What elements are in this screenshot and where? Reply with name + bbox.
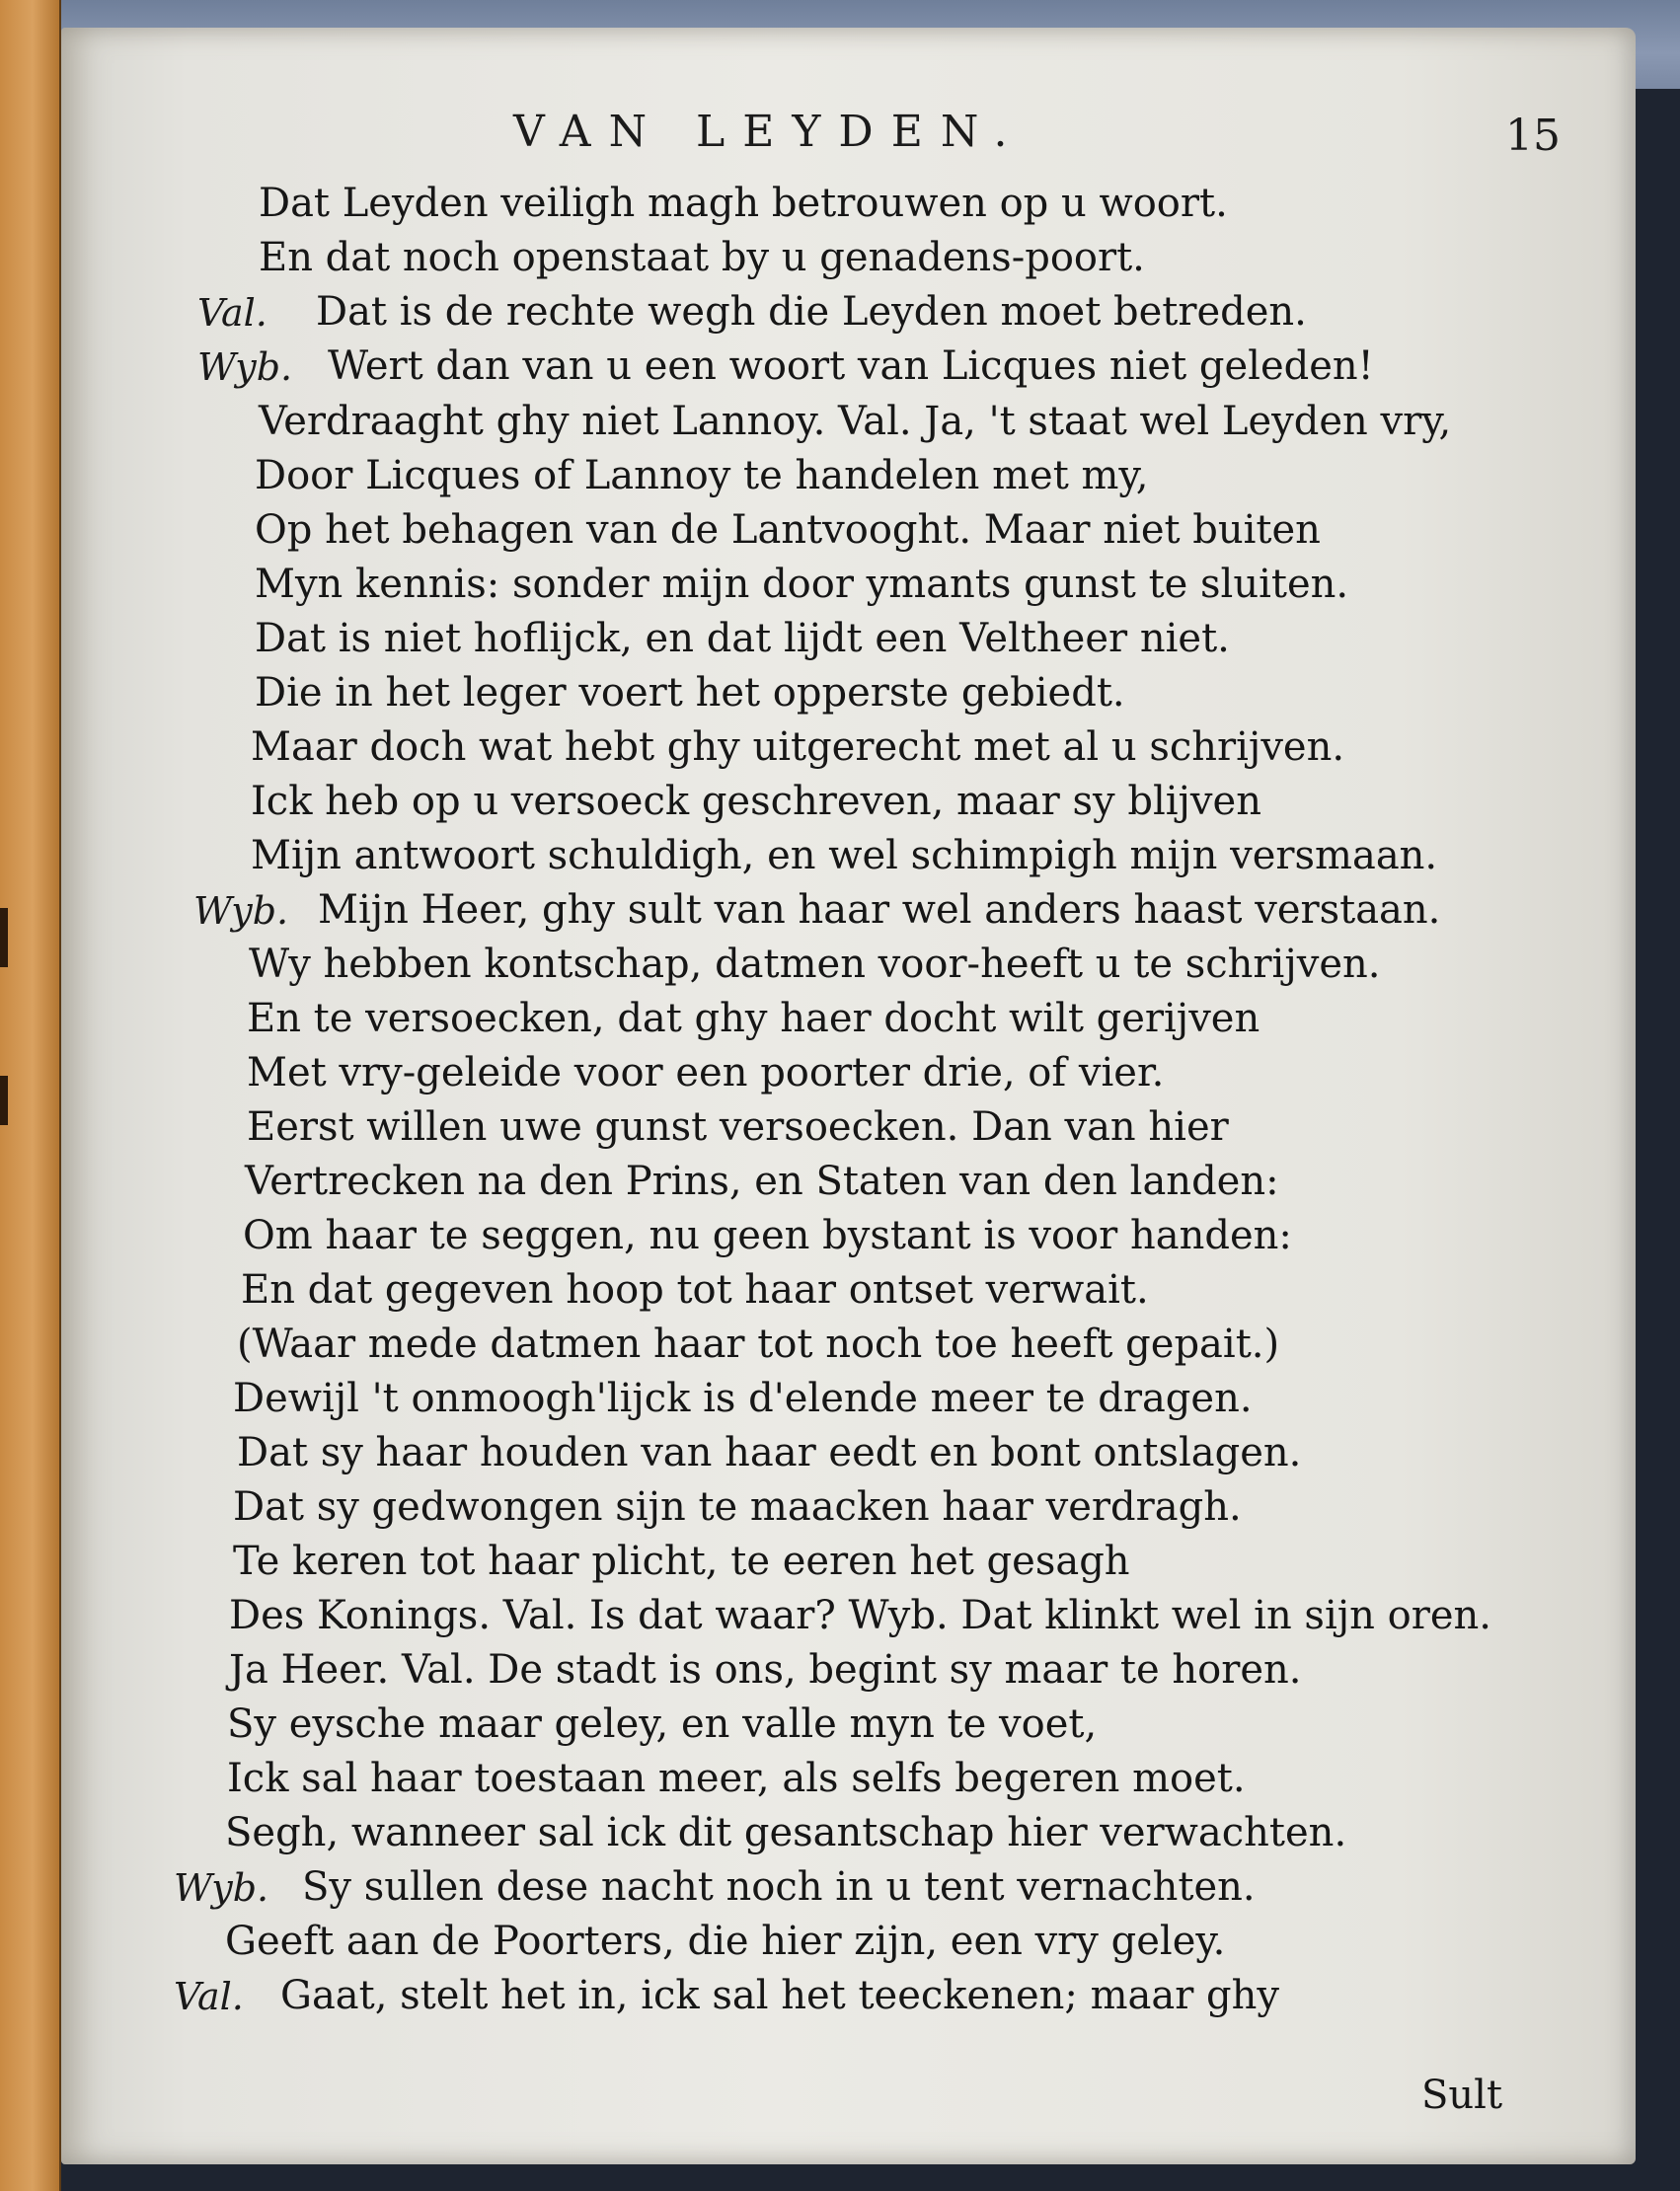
verse-line: Mijn antwoort schuldigh, en wel schimpigh mijn versmaan. (251, 833, 1438, 878)
verse-line: Sy eysche maar geley, en valle myn te voet, (227, 1701, 1098, 1747)
verse-line: (Waar mede datmen haar tot noch toe heeft gepait.) (237, 1322, 1280, 1367)
speaker-label: Val. (197, 291, 267, 335)
verse-line: Dat sy gedwongen sijn te maacken haar verdragh. (233, 1484, 1242, 1530)
verse-line: Ja Heer. Val. De stadt is ons, begint sy maar te horen. (229, 1647, 1302, 1693)
verse-line: Geeft aan de Poorters, die hier zijn, een vry geley. (225, 1919, 1226, 1964)
verse-line: Dat is de rechte wegh die Leyden moet betreden. (316, 289, 1307, 335)
verse-line: Ick sal haar toestaan meer, als selfs begeren moet. (227, 1756, 1246, 1801)
page-number: 15 (1505, 111, 1561, 161)
verse-line: Gaat, stelt het in, ick sal het teeckenen; maar ghy (280, 1973, 1280, 2018)
verse-line: Om haar te seggen, nu geen bystant is voor handen: (243, 1213, 1292, 1258)
verse-line: Maar doch wat hebt ghy uitgerecht met al u schrijven. (251, 724, 1345, 770)
verse-line: Dewijl 't onmoogh'lijck is d'elende meer te dragen. (233, 1376, 1253, 1421)
show-through-text (1619, 148, 1668, 311)
verse-line: Sy sullen dese nacht noch in u tent vernachten. (302, 1864, 1256, 1910)
verse-line: Eerst willen uwe gunst versoecken. Dan van hier (247, 1104, 1229, 1150)
speaker-label: Wyb. (174, 1866, 269, 1910)
verse-line: Myn kennis: sonder mijn door ymants gunst te sluiten. (255, 562, 1349, 607)
page-edge-mark (0, 908, 8, 967)
verse-line: Dat sy haar houden van haar eedt en bont ontslagen. (237, 1430, 1302, 1475)
verse-line: Ick heb op u versoeck geschreven, maar sy blijven (251, 779, 1261, 824)
page-edge-mark (0, 1076, 8, 1125)
verse-line: Die in het leger voert het opperste gebiedt. (255, 670, 1125, 716)
running-title: VAN LEYDEN. (513, 107, 1026, 157)
speaker-label: Val. (174, 1975, 244, 2018)
verse-line: Wert dan van u een woort van Licques niet geleden! (328, 343, 1374, 389)
verse-line: Wy hebben kontschap, datmen voor-heeft u te schrijven. (249, 942, 1381, 987)
adjacent-page-edge (0, 0, 61, 2191)
verse-line: En dat gegeven hoop tot haar ontset verwait. (241, 1267, 1149, 1313)
speaker-label: Wyb. (193, 889, 289, 933)
verse-line: Door Licques of Lannoy te handelen met my, (255, 453, 1149, 498)
catchword: Sult (1421, 2073, 1503, 2118)
verse-line: Des Konings. Val. Is dat waar? Wyb. Dat klinkt wel in sijn oren. (229, 1593, 1491, 1638)
verse-line: Dat Leyden veiligh magh betrouwen op u woort. (259, 181, 1228, 226)
verse-line: En te versoecken, dat ghy haer docht wilt gerijven (247, 996, 1260, 1041)
verse-line: Te keren tot haar plicht, te eeren het gesagh (233, 1539, 1130, 1584)
verse-line: Verdraaght ghy niet Lannoy. Val. Ja, 't staat wel Leyden vry, (259, 399, 1452, 444)
verse-line: Vertrecken na den Prins, en Staten van den landen: (245, 1159, 1279, 1204)
speaker-label: Wyb. (197, 345, 293, 389)
verse-line: Op het behagen van de Lantvooght. Maar niet buiten (255, 507, 1321, 553)
verse-line: Segh, wanneer sal ick dit gesantschap hier verwachten. (225, 1810, 1347, 1855)
verse-line: Dat is niet hoflijck, en dat lijdt een Veltheer niet. (255, 616, 1230, 661)
verse-line: Mijn Heer, ghy sult van haar wel anders haast verstaan. (318, 887, 1441, 933)
verse-line: Met vry-geleide voor een poorter drie, of vier. (247, 1050, 1165, 1096)
verse-line: En dat noch openstaat by u genadens-poort. (259, 235, 1145, 280)
